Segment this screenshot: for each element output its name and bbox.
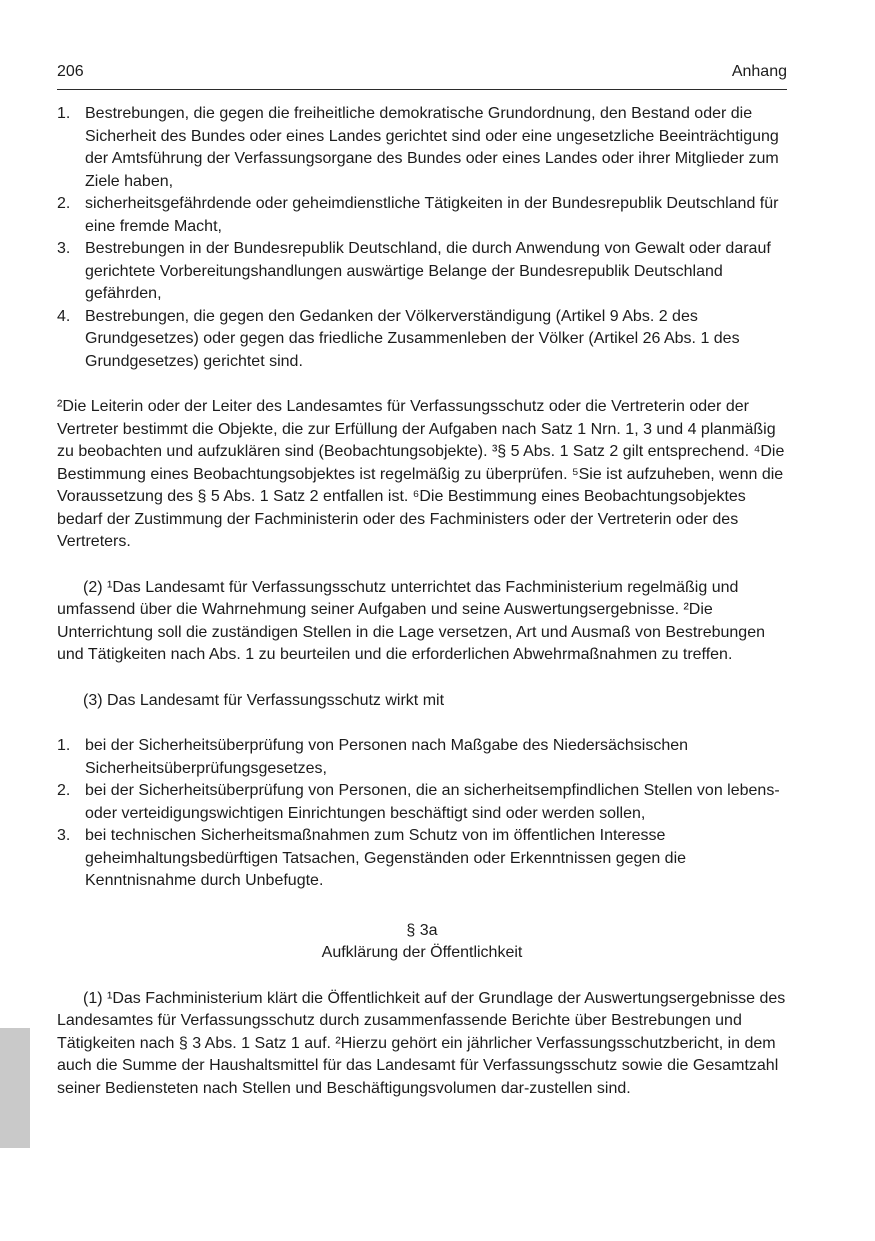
list-item-number: 3.	[57, 827, 71, 844]
list-item-text: Bestrebungen, die gegen den Gedanken der Völkerverständigung (Artikel 9 Abs. 2 des Grundgesetzes) oder gegen das friedliche Zusammenleben der Völker (Artikel 26 Abs. 1 des Grundgesetzes) gerichtet sind.	[85, 307, 740, 370]
list-item-text: bei der Sicherheitsüberprüfung von Personen nach Maßgabe des Niedersächsischen Sicherheitsüberprüfungsgesetzes,	[85, 737, 689, 777]
page-header	[57, 62, 787, 90]
running-header-title: Anhang	[731, 63, 787, 80]
list-item	[57, 735, 787, 780]
list-item-text: Bestrebungen, die gegen die freiheitliche demokratische Grundordnung, den Bestand oder die Sicherheit des Bundes oder eines Landes gerichtet sind oder eine ungesetzliche Beeinträchtigung der Amtsführung der Verfassungsorgane des Bundes oder eines Landes oder ihrer Mitglieder zum Ziele haben,	[85, 105, 779, 190]
list-item-number: 2.	[57, 195, 71, 212]
list-item	[57, 238, 787, 306]
paragraph-absatz-3: (3) Das Landesamt für Verfassungsschutz wirkt mit	[83, 691, 445, 709]
list-item-number: 1.	[57, 737, 71, 754]
list-item-text: bei technischen Sicherheitsmaßnahmen zum Schutz von im öffentlichen Interesse geheimhaltungsbedürftigen Tatsachen, Gegenständen oder Erkenntnissen gegen die Kenntnisnahme durch Unbefugte.	[85, 827, 687, 889]
page-body	[57, 103, 787, 1100]
section-number: § 3a	[406, 921, 438, 939]
section-heading	[57, 920, 787, 965]
list-item-number: 3.	[57, 240, 71, 257]
enumeration-list-mitwirkung	[57, 735, 787, 893]
list-item	[57, 193, 787, 238]
list-item-text: bei der Sicherheitsüberprüfung von Personen, die an sicherheitsempfindlichen Stellen von lebens- oder verteidigungswichtigen Einrichtungen beschäftigt sind oder werden sollen,	[85, 782, 780, 822]
list-item	[57, 306, 787, 374]
list-item	[57, 825, 787, 893]
enumeration-list-aufgaben	[57, 103, 787, 373]
list-item-number: 2.	[57, 782, 71, 799]
paragraph-beobachtungsobjekte: ²Die Leiterin oder der Leiter des Landesamtes für Verfassungsschutz oder die Vertreterin oder der Vertreter bestimmt die Objekte, die zur Erfüllung der Aufgaben nach Satz 1 Nrn. 1, 3 und 4 planmäßig zu beobachten und aufzuklären sind (Beobachtungsobjekte). ³§ 5 Abs. 1 Satz 2 gilt entsprechend. ⁴Die Bestimmung eines Beobachtungsobjektes ist regelmäßig zu überprüfen. ⁵Sie ist aufzuheben, wenn die Voraussetzung des § 5 Abs. 1 Satz 2 entfallen ist. ⁶Die Bestimmung eines Beobachtungsobjektes bedarf der Zustimmung der Fachministerin oder des Fachministers oder der Vertreterin oder des Vertreters.	[57, 398, 785, 550]
page-number: 206	[57, 63, 84, 80]
page-edge-tab	[0, 1028, 30, 1148]
paragraph-absatz-2: (2) ¹Das Landesamt für Verfassungsschutz unterrichtet das Fachministerium regelmäßig und umfassend über die Wahrnehmung seiner Aufgaben und seine Auswertungsergebnisse. ²Die Unterrichtung soll die zuständigen Stellen in die Lage versetzen, Art und Ausmaß von Bestrebungen und Tätigkeiten nach Abs. 1 zu beurteilen und die erforderlichen Abwehrmaßnahmen zu treffen.	[57, 578, 765, 663]
paragraph-3a-absatz-1: (1) ¹Das Fachministerium klärt die Öffentlichkeit auf der Grundlage der Auswertungsergebnisse des Landesamtes für Verfassungsschutz durch zusammenfassende Berichte über Bestrebungen und Tätigkeiten nach § 3 Abs. 1 Satz 1 auf. ²Hierzu gehört ein jährlicher Verfassungsschutzbericht, in dem auch die Summe der Haushaltsmittel für das Landesamt für Verfassungsschutz sowie die Gesamtzahl seiner Bediensteten nach Stellen und Beschäftigungsvolumen dar-zustellen sind.	[57, 989, 786, 1097]
list-item-number: 4.	[57, 307, 71, 325]
list-item-text: sicherheitsgefährdende oder geheimdienstliche Tätigkeiten in der Bundesrepublik Deutschland für eine fremde Macht,	[85, 195, 779, 235]
list-item	[57, 103, 787, 193]
section-title: Aufklärung der Öffentlichkeit	[321, 944, 523, 961]
list-item-number: 1.	[57, 105, 71, 122]
list-item-text: Bestrebungen in der Bundesrepublik Deutschland, die durch Anwendung von Gewalt oder darauf gerichtete Vorbereitungshandlungen auswärtige Belange der Bundesrepublik Deutschland gefährden,	[85, 240, 771, 302]
list-item	[57, 780, 787, 825]
